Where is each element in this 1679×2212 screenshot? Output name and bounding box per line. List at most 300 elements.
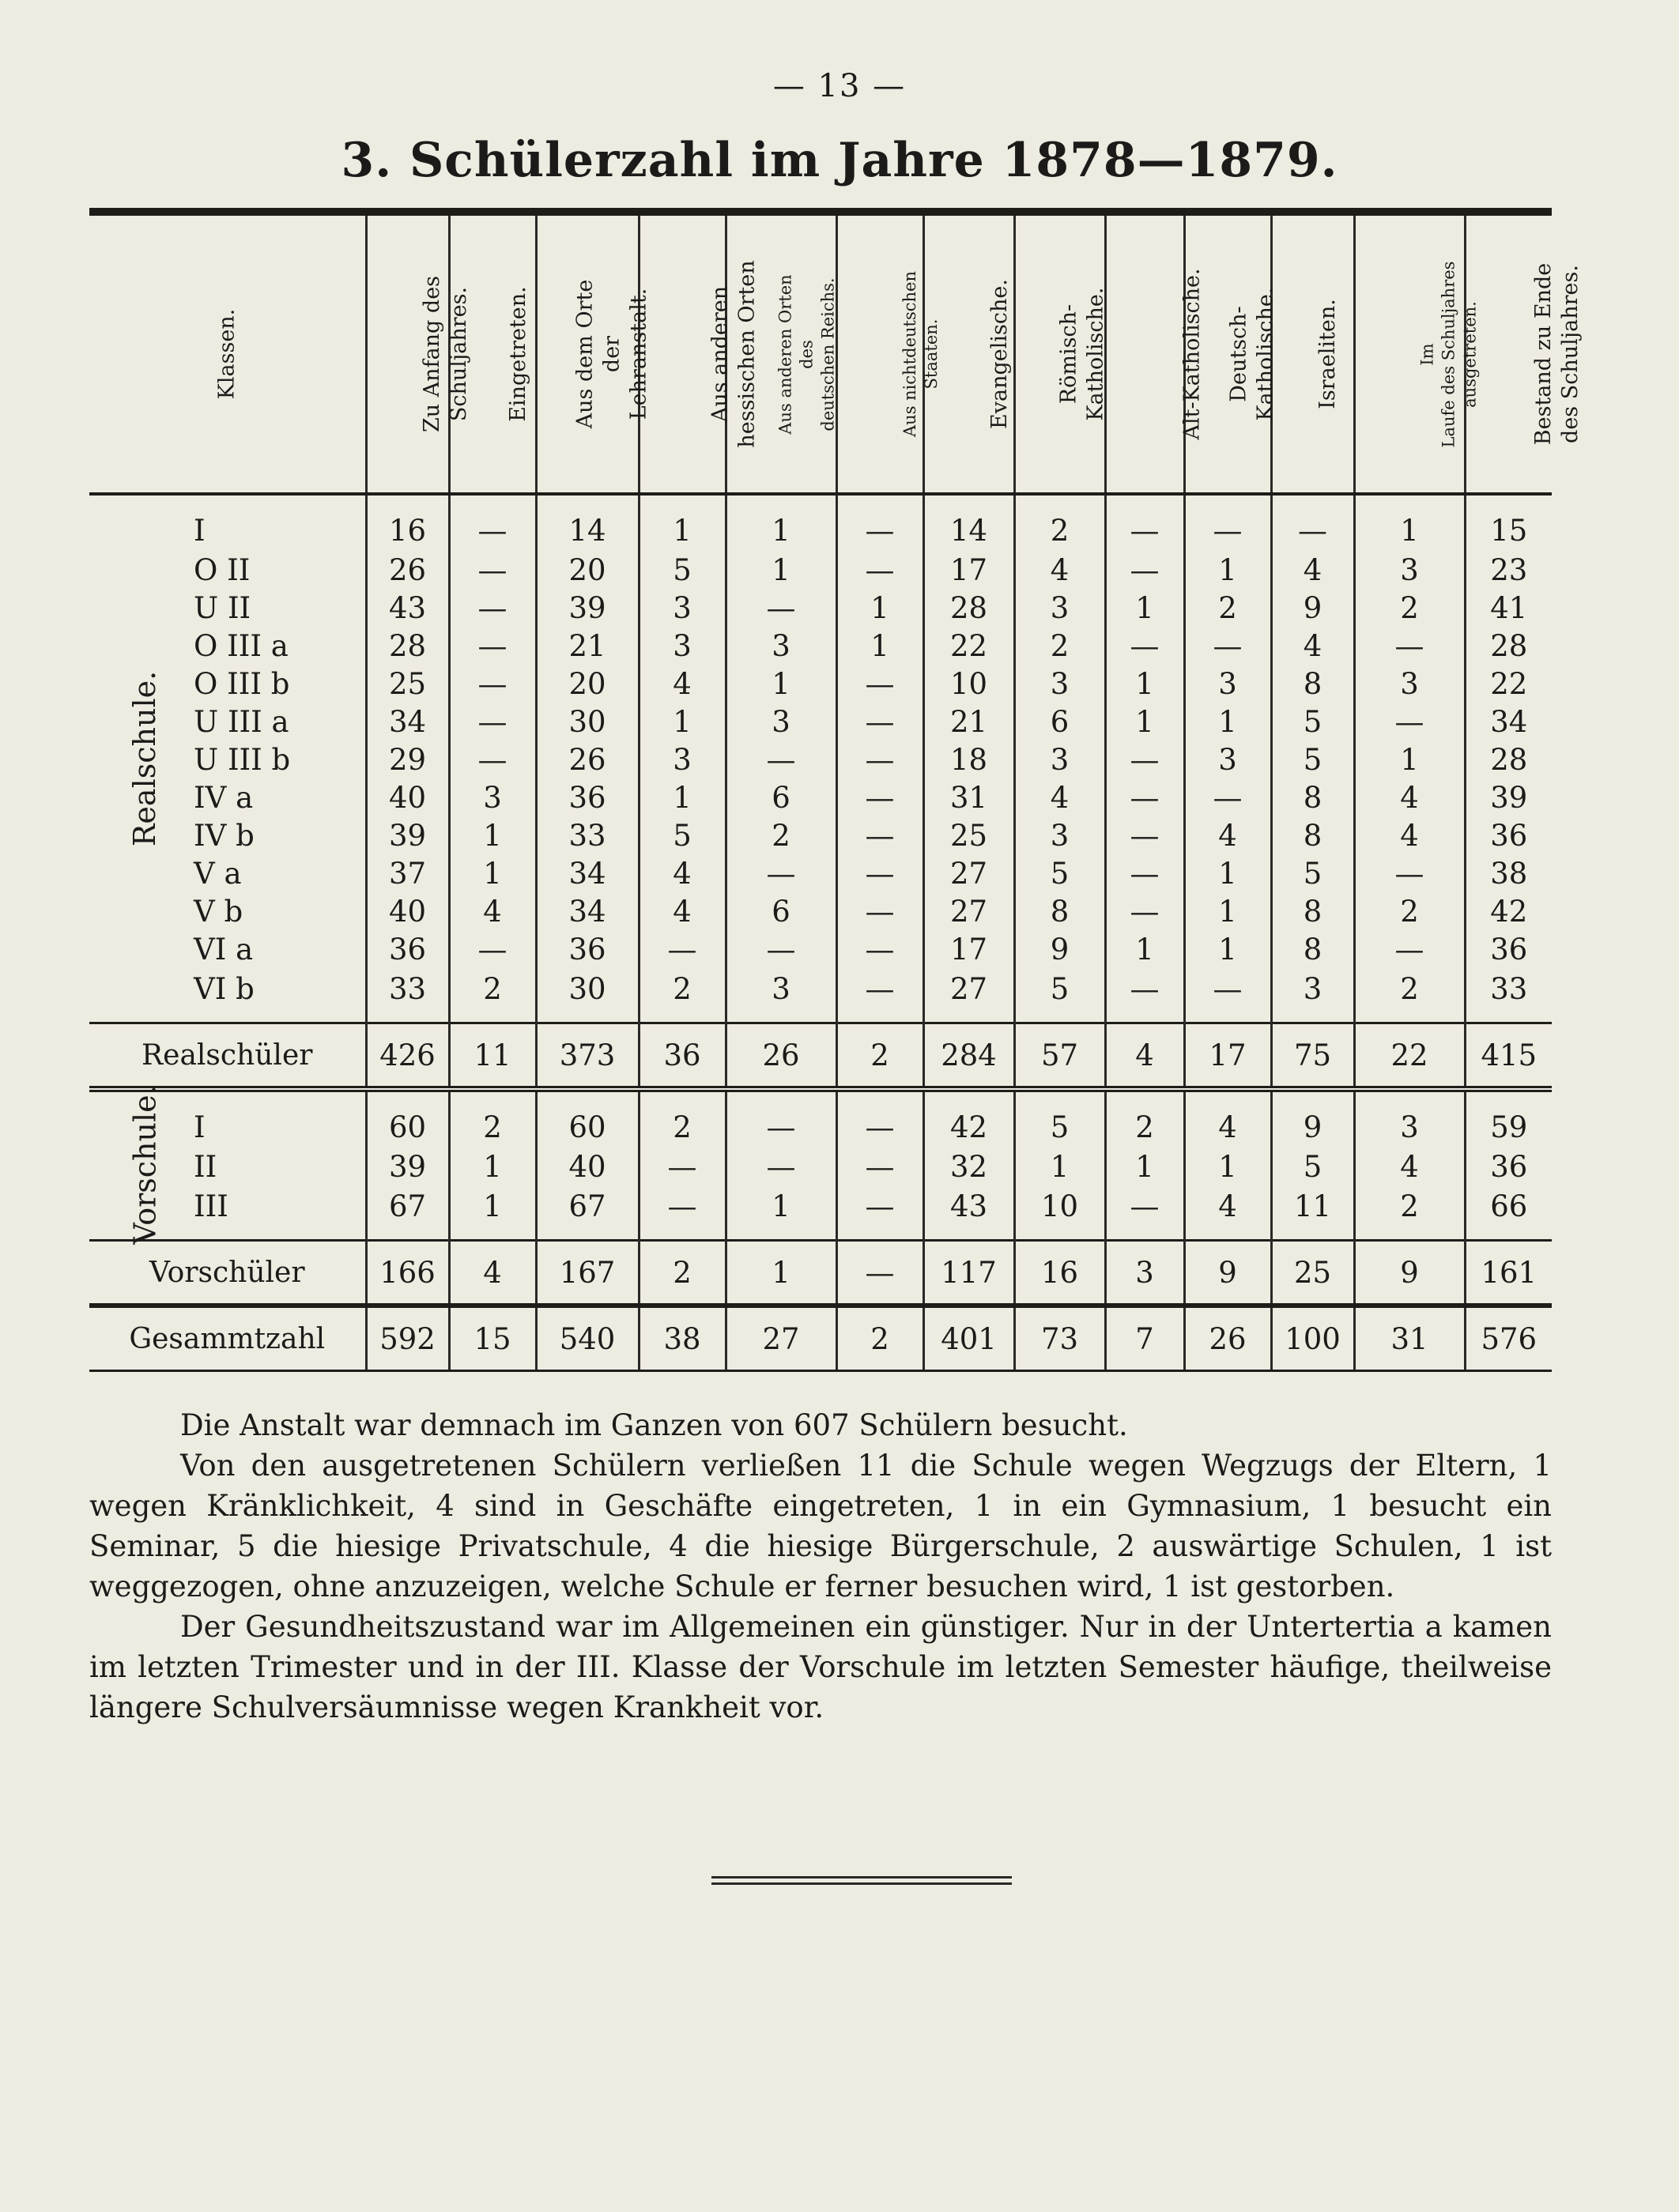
value-cell: 6 [1014,703,1105,740]
value-cell: 3 [1014,589,1105,627]
value-cell: 8 [1271,778,1354,816]
value-cell: — [639,930,726,968]
value-cell: 9 [1271,589,1354,627]
value-cell: 1 [836,589,923,627]
value-cell: 5 [639,551,726,589]
value-cell: — [449,665,536,703]
value-cell: 40 [536,1147,639,1185]
header-local: Aus dem Orte der Lehranstalt. [536,212,639,494]
value-cell: 4 [1184,1089,1271,1147]
value-cell: — [1184,778,1271,816]
value-cell: 26 [536,740,639,778]
sum-value-cell: — [836,1241,923,1306]
value-cell: 1 [1184,892,1271,930]
class-name-cell: I [194,513,206,548]
value-cell: 3 [1354,551,1465,589]
realschule-row [89,930,1552,968]
value-cell: — [836,665,923,703]
value-cell: — [836,1185,923,1241]
sum-value-cell: 2 [836,1023,923,1090]
value-cell: — [726,1147,836,1185]
sum-value-cell: 57 [1014,1023,1105,1090]
realschule-sum [89,1023,1552,1090]
realschule-rows [89,494,1552,1023]
realschule-row [89,494,1552,551]
value-cell: 33 [1465,968,1552,1023]
value-cell: — [1271,494,1354,551]
value-cell: 1 [1105,930,1184,968]
value-cell: 1 [1105,1147,1184,1185]
value-cell: 4 [1184,1185,1271,1241]
sum-value-cell: 4 [1105,1023,1184,1090]
sum-value-cell: 11 [449,1023,536,1090]
value-cell: — [836,703,923,740]
value-cell: 21 [923,703,1014,740]
sum-value-cell: 100 [1271,1306,1354,1371]
sum-value-cell: 9 [1184,1241,1271,1306]
sum-value-cell: 284 [923,1023,1014,1090]
value-cell: — [639,1147,726,1185]
value-cell: 9 [1014,930,1105,968]
value-cell: 1 [1184,930,1271,968]
value-cell: 36 [1465,1147,1552,1185]
value-cell: 32 [923,1147,1014,1185]
sum-value-cell: 4 [449,1241,536,1306]
value-cell: 11 [1271,1185,1354,1241]
vorschule-sum [89,1241,1552,1306]
value-cell: 43 [923,1185,1014,1241]
value-cell: — [836,494,923,551]
vorschule-row [89,1147,1552,1185]
value-cell: 25 [366,665,449,703]
value-cell: — [726,740,836,778]
value-cell: 1 [1184,1147,1271,1185]
value-cell: 1 [449,1147,536,1185]
sum-value-cell: 36 [639,1023,726,1090]
value-cell: — [1105,816,1184,854]
value-cell: — [449,740,536,778]
class-name-cell: U III b [194,742,291,777]
value-cell: 2 [1354,892,1465,930]
value-cell: 22 [1465,665,1552,703]
value-cell: — [836,551,923,589]
value-cell: 3 [1014,740,1105,778]
value-cell: — [1184,968,1271,1023]
paragraph-health: Der Gesundheitszustand war im Allgemeinen ein günstiger. Nur in der Untertertia a kamen im letzten Trimester und in der III. Klasse der Vorschule im letzten Semester häufige, theilweise längere Schulversäumnisse wegen Krankheit vor. [89,1610,1552,1724]
value-cell: 14 [536,494,639,551]
value-cell: 41 [1465,589,1552,627]
sum-value-cell: 2 [639,1241,726,1306]
value-cell: — [836,854,923,892]
value-cell: 1 [726,1185,836,1241]
header-roman: Römisch- Katholische. [1014,212,1105,494]
class-name-cell: U II [194,590,251,625]
sum-value-cell: 117 [923,1241,1014,1306]
value-cell: — [449,494,536,551]
value-cell: 4 [1271,551,1354,589]
sum-value-cell: 540 [536,1306,639,1371]
value-cell: 4 [1354,816,1465,854]
sum-value-cell: 167 [536,1241,639,1306]
value-cell: 3 [1014,665,1105,703]
value-cell: 4 [1271,627,1354,665]
value-cell: 1 [726,665,836,703]
value-cell: — [1354,854,1465,892]
value-cell: — [1105,892,1184,930]
total-row-group [89,1306,1552,1371]
header-germcath: Deutsch- Katholische. [1184,212,1271,494]
value-cell: 36 [536,778,639,816]
realschule-row [89,740,1552,778]
value-cell: 36 [366,930,449,968]
value-cell: 21 [536,627,639,665]
value-cell: 36 [536,930,639,968]
value-cell: — [449,589,536,627]
header-oldcath: Alt-Katholische. [1105,212,1184,494]
sum-value-cell: 426 [366,1023,449,1090]
value-cell: 66 [1465,1185,1552,1241]
value-cell: 5 [1014,1089,1105,1147]
value-cell: 39 [1465,778,1552,816]
realschule-row [89,665,1552,703]
value-cell: 3 [639,740,726,778]
value-cell: — [1354,627,1465,665]
value-cell: 4 [639,892,726,930]
sum-value-cell: 161 [1465,1241,1552,1306]
value-cell: 1 [1354,740,1465,778]
value-cell: 5 [1271,703,1354,740]
value-cell: — [1105,740,1184,778]
value-cell: 1 [639,494,726,551]
value-cell: 31 [923,778,1014,816]
vorschule-row [89,1185,1552,1241]
header-start: Zu Anfang des Schuljahres. [366,212,449,494]
class-name-cell: V b [194,894,243,929]
value-cell: 3 [726,627,836,665]
value-cell: 34 [536,892,639,930]
rule-line [711,1882,1012,1885]
realschule-row [89,816,1552,854]
value-cell: 2 [1014,627,1105,665]
value-cell: 14 [923,494,1014,551]
value-cell: — [1184,627,1271,665]
value-cell: — [836,1147,923,1185]
value-cell: 2 [1354,589,1465,627]
value-cell: 6 [726,778,836,816]
total-row [89,1306,1552,1371]
sum-label-cell: Realschüler [89,1023,366,1090]
value-cell: — [726,1089,836,1147]
value-cell: 3 [639,589,726,627]
value-cell: 34 [536,854,639,892]
value-cell: 1 [639,778,726,816]
vorschule-rows [89,1089,1552,1241]
value-cell: — [1354,930,1465,968]
sum-value-cell: 26 [1184,1306,1271,1371]
closing-double-rule [711,1876,1012,1885]
value-cell: 3 [449,778,536,816]
value-cell: 5 [639,816,726,854]
class-name-cell: IV a [194,780,254,815]
value-cell: 18 [923,740,1014,778]
sum-value-cell: 9 [1354,1241,1465,1306]
value-cell: 10 [923,665,1014,703]
class-name-cell: I [194,1110,206,1144]
value-cell: 8 [1014,892,1105,930]
value-cell: 8 [1271,665,1354,703]
sum-value-cell: 75 [1271,1023,1354,1090]
realschule-sum-row [89,1023,1552,1090]
realschule-row [89,703,1552,740]
value-cell: 2 [449,1089,536,1147]
value-cell: 20 [536,551,639,589]
value-cell: 25 [923,816,1014,854]
realschule-row [89,589,1552,627]
value-cell: 4 [1014,778,1105,816]
value-cell: 26 [366,551,449,589]
value-cell: 1 [449,816,536,854]
realschule-row [89,892,1552,930]
value-cell: — [1354,703,1465,740]
value-cell: — [836,968,923,1023]
value-cell: 6 [726,892,836,930]
value-cell: 9 [1271,1089,1354,1147]
value-cell: 4 [1354,1147,1465,1185]
value-cell: — [1105,968,1184,1023]
value-cell: 2 [1014,494,1105,551]
value-cell: 2 [639,968,726,1023]
class-name-cell: IV b [194,818,255,853]
sum-value-cell: 27 [726,1306,836,1371]
value-cell: 5 [1271,740,1354,778]
paragraph-total: Die Anstalt war demnach im Ganzen von 607 Schülern besucht. [180,1408,1128,1442]
value-cell: 1 [1105,589,1184,627]
value-cell: — [1184,494,1271,551]
value-cell: 4 [639,665,726,703]
value-cell: 28 [1465,740,1552,778]
value-cell: — [449,627,536,665]
page-number: — 13 — [772,68,907,104]
value-cell: 3 [1014,816,1105,854]
header-entered: Eingetreten. [449,212,536,494]
realschule-row [89,627,1552,665]
group-label-vorschule: Vorschule. [127,1085,163,1245]
value-cell: 4 [1354,778,1465,816]
sum-label-cell: Gesammtzahl [89,1306,366,1371]
value-cell: 33 [366,968,449,1023]
sum-value-cell: 73 [1014,1306,1105,1371]
value-cell: 28 [923,589,1014,627]
value-cell: — [639,1185,726,1241]
realschule-row [89,778,1552,816]
value-cell: 3 [1184,740,1271,778]
value-cell: 8 [1271,892,1354,930]
class-name-cell: O III a [194,628,289,663]
sum-value-cell: 592 [366,1306,449,1371]
value-cell: 28 [1465,627,1552,665]
value-cell: 2 [449,968,536,1023]
sum-value-cell: 7 [1105,1306,1184,1371]
value-cell: — [836,892,923,930]
class-name-cell: V a [194,856,242,891]
value-cell: 1 [1184,703,1271,740]
value-cell: — [1105,854,1184,892]
value-cell: 36 [1465,930,1552,968]
sum-value-cell: 17 [1184,1023,1271,1090]
value-cell: 3 [726,968,836,1023]
value-cell: 4 [1014,551,1105,589]
header-end: Bestand zu Ende des Schuljahres. [1465,212,1552,494]
value-cell: 1 [1014,1147,1105,1185]
value-cell: — [1105,627,1184,665]
sum-value-cell: 22 [1354,1023,1465,1090]
value-cell: 3 [1354,1089,1465,1147]
value-cell: 3 [639,627,726,665]
header-protestant: Evangelische. [923,212,1014,494]
value-cell: 42 [923,1089,1014,1147]
class-name-cell: O II [194,552,251,587]
sum-value-cell: 38 [639,1306,726,1371]
value-cell: 67 [366,1185,449,1241]
value-cell: 2 [726,816,836,854]
value-cell: — [449,930,536,968]
value-cell: 39 [536,589,639,627]
value-cell: 2 [1354,968,1465,1023]
value-cell: — [449,551,536,589]
value-cell: 30 [536,703,639,740]
vorschule-row [89,1089,1552,1147]
header-reich: Aus anderen Orten des deutschen Reichs. [726,212,836,494]
group-label-realschule: Realschule. [127,670,163,846]
value-cell: 27 [923,854,1014,892]
value-cell: 37 [366,854,449,892]
value-cell: 1 [639,703,726,740]
value-cell: 60 [366,1089,449,1147]
value-cell: — [1105,551,1184,589]
value-cell: — [836,778,923,816]
value-cell: 34 [1465,703,1552,740]
paragraph-departures: Von den ausgetretenen Schülern verließen 11 die Schule wegen Wegzugs der Eltern, 1 wegen Kränklichkeit, 4 sind in Geschäfte eingetreten, 1 in ein Gymnasium, 1 besucht ein Seminar, 5 die hiesige Privatschule, 4 die hiesige Bürgerschule, 2 auswärtige Schulen, 1 ist weggezogen, ohne anzuzeigen, welche Schule er ferner besuchen wird, 1 ist gestorben. [89,1449,1552,1603]
page-title: 3. Schülerzahl im Jahre 1878—1879. [341,133,1338,188]
value-cell: — [726,854,836,892]
value-cell: 17 [923,930,1014,968]
value-cell: 43 [366,589,449,627]
value-cell: — [836,930,923,968]
value-cell: 1 [1184,854,1271,892]
value-cell: 40 [366,892,449,930]
value-cell: 15 [1465,494,1552,551]
value-cell: 2 [1184,589,1271,627]
value-cell: 22 [923,627,1014,665]
value-cell: 2 [639,1089,726,1147]
value-cell: 30 [536,968,639,1023]
value-cell: 36 [1465,816,1552,854]
sum-value-cell: 15 [449,1306,536,1371]
value-cell: 1 [726,494,836,551]
value-cell: 4 [449,892,536,930]
header-left: Im Laufe des Schuljahres ausgetreten. [1354,212,1465,494]
sum-value-cell: 2 [836,1306,923,1371]
value-cell: — [1105,494,1184,551]
value-cell: 3 [1271,968,1354,1023]
sum-value-cell: 373 [536,1023,639,1090]
value-cell: 27 [923,892,1014,930]
sum-label-cell: Vorschüler [89,1241,366,1306]
statistics-table-wrap [89,208,1583,1372]
value-cell: 1 [449,1185,536,1241]
class-name-cell: VI a [194,932,254,967]
value-cell: 17 [923,551,1014,589]
sum-value-cell: 16 [1014,1241,1105,1306]
value-cell: — [726,930,836,968]
class-name-cell: II [194,1149,217,1184]
value-cell: 33 [536,816,639,854]
value-cell: 34 [366,703,449,740]
sum-value-cell: 415 [1465,1023,1552,1090]
value-cell: — [449,703,536,740]
sum-value-cell: 401 [923,1306,1014,1371]
value-cell: — [836,1089,923,1147]
sum-value-cell: 166 [366,1241,449,1306]
body-text [89,1405,1552,1728]
value-cell: 1 [1105,665,1184,703]
header-hessian: Aus anderen hessischen Orten [639,212,726,494]
value-cell: 38 [1465,854,1552,892]
value-cell: 1 [449,854,536,892]
value-cell: 16 [366,494,449,551]
class-name-cell: III [194,1189,228,1223]
value-cell: 60 [536,1089,639,1147]
sum-value-cell: 25 [1271,1241,1354,1306]
realschule-row [89,551,1552,589]
header-nongerman: Aus nichtdeutschen Staaten. [836,212,923,494]
value-cell: 5 [1014,968,1105,1023]
value-cell: — [1105,778,1184,816]
value-cell: 59 [1465,1089,1552,1147]
value-cell: — [726,589,836,627]
sum-value-cell: 31 [1354,1306,1465,1371]
table-header-row [89,212,1552,494]
value-cell: 42 [1465,892,1552,930]
value-cell: 1 [1354,494,1465,551]
rule-line [711,1876,1012,1879]
header-classes: Klassen. [89,212,366,494]
statistics-table [89,208,1583,1372]
value-cell: 27 [923,968,1014,1023]
realschule-row [89,854,1552,892]
value-cell: 39 [366,816,449,854]
value-cell: 28 [366,627,449,665]
value-cell: 40 [366,778,449,816]
value-cell: 1 [726,551,836,589]
value-cell: 2 [1105,1089,1184,1147]
class-name-cell: O III b [194,666,290,701]
value-cell: 20 [536,665,639,703]
value-cell: 5 [1271,854,1354,892]
value-cell: 39 [366,1147,449,1185]
value-cell: 1 [1184,551,1271,589]
value-cell: 1 [1105,703,1184,740]
header-jewish: Israeliten. [1271,212,1354,494]
value-cell: 4 [1184,816,1271,854]
sum-value-cell: 576 [1465,1306,1552,1371]
value-cell: 29 [366,740,449,778]
sum-value-cell: 1 [726,1241,836,1306]
value-cell: 8 [1271,816,1354,854]
sum-value-cell: 26 [726,1023,836,1090]
value-cell: — [836,816,923,854]
value-cell: 10 [1014,1185,1105,1241]
